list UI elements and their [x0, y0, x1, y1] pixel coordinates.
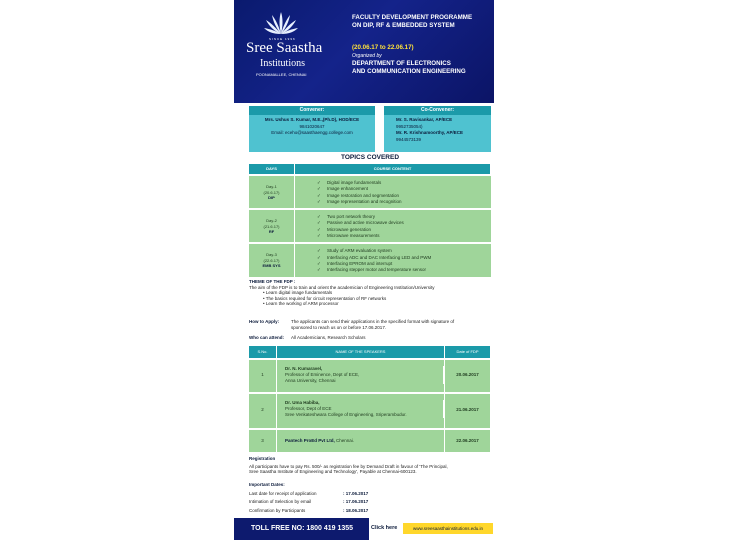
speaker-role: Professor, Dept of ECE [285, 406, 444, 412]
list-item: ✓ Interfacing ADC and DAC Interfacing LED and PWM [317, 254, 432, 260]
list-item: ✓ Interfacing stepper motor and temperature sensor [317, 267, 427, 273]
table-row: 2 Dr. Uma Habiba, Professor, Dept of ECE Sree Venkateshwara College of Engineering, Sriperambudur. 21.06.2017 [249, 394, 491, 428]
day-date: (22.6.17) [263, 257, 280, 263]
institution-name: Sree Saastha [246, 40, 323, 56]
speaker-column-header: NAME OF THE SPEAKERS [277, 346, 445, 358]
convener-name: Mrs. Ushus S. Kumar, M.E.,(Ph.D), HOD/ECE [264, 117, 360, 122]
institution-location: POONAMALLEE, CHENNAI [256, 72, 307, 77]
speakers-table-header [249, 346, 491, 358]
speaker-name: Dr. Uma Habiba, [285, 400, 444, 406]
speaker-org: Sree Venkateshwara College of Engineering, Sriperambudur. [285, 412, 444, 418]
footer-bar [234, 518, 494, 540]
day-code: EMB SYS [262, 263, 281, 269]
table-row: 3 Pantech ProEd Pvt Ltd, Chennai. 22.06.2017 [249, 430, 491, 452]
day-label: Day-3 [266, 252, 277, 258]
speaker-name: Pantech ProEd Pvt Ltd, [285, 438, 335, 443]
table-row [249, 210, 491, 242]
convener-phone: 9841020647 [299, 123, 325, 129]
list-item: ✓ Two port network theory [317, 214, 376, 220]
topics-heading: TOPICS COVERED [340, 154, 400, 161]
registration-heading: Registration [249, 456, 276, 461]
registration-text: All participants have to pay Rs. 500/- as registration fee by Demand Draft in favour of 'The Principal, [249, 463, 448, 469]
programme-dates: (20.06.17 to 22.06.17) [352, 44, 414, 51]
apply-heading: How to Apply: [249, 319, 280, 324]
programme-title: FACULTY DEVELOPMENT PROGRAMME ON DIP, RF & EMBEDDED SYSTEM [352, 14, 473, 29]
list-item: ✓ Image enhancement [317, 186, 369, 192]
check-icon: ✓ [317, 180, 321, 185]
co-convener-box [384, 106, 491, 152]
list-item: Confirmation by Participants : 18.06.2017 [249, 507, 369, 513]
important-dates-heading: Important Dates: [249, 482, 285, 487]
theme-heading: THEME OF THE FDP : [249, 279, 296, 284]
list-item: ✓ Image representation and recognition [317, 198, 402, 204]
convener-box [249, 106, 375, 152]
list-item: Last date for receipt of application : 17.06.2017 [249, 490, 369, 496]
registration-section [249, 456, 491, 475]
attend-heading: Who can attend: [249, 335, 284, 340]
co-convener-phone-2: 9944573139 [396, 136, 422, 142]
list-item: ✓ Image restoration and segmentation [317, 192, 400, 198]
toll-free-number: TOLL FREE NO: 1800 419 1355 [251, 525, 354, 532]
speaker-org: Anna University, Chennai [285, 378, 444, 384]
speaker-date: 20.06.2017 [445, 360, 491, 392]
speaker-role: Chennai. [336, 438, 355, 443]
table-row: 1 Dr. N. Kumaravel, Professor of Eminence, Dept of ECE, Anna University, Chennai 20.06.2017 [249, 360, 491, 392]
list-item: ✓ Digital image fundamentals [317, 180, 382, 185]
organized-by-label: Organized by [352, 53, 382, 59]
list-item: • Learn digital image fundamentals [263, 290, 333, 296]
topics-table-header [249, 164, 491, 174]
day-label: Day-1 [266, 184, 277, 189]
list-item: ✓ Interfacing EPROM and interrupt [317, 260, 393, 266]
sno-column-header: S.No. [249, 346, 277, 358]
day-code: RF [268, 229, 275, 235]
apply-text: The applicants can send their applications in the specified format with signature of [291, 319, 455, 324]
apply-section [249, 319, 491, 330]
table-row [249, 176, 491, 208]
attend-section [249, 335, 491, 341]
content-column-header: COURSE CONTENT [295, 164, 491, 174]
list-item: ✓ Microwave measurements [317, 233, 380, 239]
speaker-date: 22.06.2017 [445, 430, 491, 452]
check-icon: ✓ [317, 248, 321, 254]
lotus-logo-icon [264, 12, 298, 36]
department-name: DEPARTMENT OF ELECTRONICS AND COMMUNICATION ENGINEERING [352, 60, 466, 75]
list-item: Intimation of Selection by email : 17.06.2017 [249, 499, 369, 505]
co-convener-heading: Co-Convener: [384, 106, 491, 115]
days-column-header: DAYS [249, 164, 295, 174]
list-item: • Learn the working of ARM processor [263, 301, 339, 307]
list-item: ✓ Passive and active microwave devices [317, 220, 404, 226]
website-link[interactable]: www.sreesaasthainstitutions.edu.in [403, 523, 493, 534]
day-code: DIP [268, 195, 275, 200]
theme-section [249, 279, 491, 307]
attend-text: All Academicians, Research Scholars [291, 335, 366, 340]
speaker-date: 21.06.2017 [445, 394, 491, 428]
co-convener-name-2: Mr. R. Krishnamoorthy, AP/ECE [396, 130, 464, 135]
check-icon: ✓ [317, 186, 321, 192]
list-item: • The basics required for circuit representation of RF networks [263, 295, 387, 301]
speakers-table [249, 346, 491, 452]
list-item: ✓ Study of ARM evaluation system [317, 248, 392, 254]
speaker-role: Professor of Eminence, Dept of ECE, [285, 372, 444, 378]
check-icon: ✓ [317, 192, 321, 198]
registration-text-cont: Sree Saastha Institute of Engineering and Technology', Payable at Chennai-600123. [249, 469, 417, 475]
check-icon: ✓ [317, 220, 321, 226]
apply-text-cont: sponsored to reach us on or before 17.06.2017. [291, 324, 387, 330]
date-column-header: Date of FDP [445, 346, 491, 358]
check-icon: ✓ [317, 267, 321, 273]
check-icon: ✓ [317, 226, 321, 232]
day-date: (20.6.17) [263, 189, 280, 195]
convener-heading: Convener: [249, 106, 375, 115]
theme-text: The aim of the FDP is to train and orient the academician of Engineering Institution/University [249, 284, 435, 290]
check-icon: ✓ [317, 198, 321, 204]
brochure [234, 0, 494, 540]
day-date: (21.6.17) [263, 223, 280, 229]
list-item: ✓ Microwave generation [317, 226, 372, 232]
topics-table [249, 164, 491, 277]
check-icon: ✓ [317, 254, 321, 260]
brochure-header [234, 0, 494, 103]
check-icon: ✓ [317, 260, 321, 266]
convener-email: Email: eceho@saasthaengg.college.com [271, 130, 353, 135]
day-label: Day-2 [266, 218, 277, 224]
check-icon: ✓ [317, 233, 321, 239]
speaker-name: Dr. N. Kumaravel, [285, 366, 444, 372]
click-here-label: Click here [371, 525, 398, 531]
check-icon: ✓ [317, 214, 321, 220]
co-convener-phone-1: 9952735054) [396, 123, 423, 129]
logo-tagline: SINCE 1996 [269, 37, 296, 41]
important-dates-section [249, 482, 491, 513]
institution-subtitle: Institutions [260, 58, 306, 69]
co-convener-name-1: Mr. S. Ravisankar, AP/ECE [396, 117, 453, 122]
table-row [249, 244, 491, 276]
